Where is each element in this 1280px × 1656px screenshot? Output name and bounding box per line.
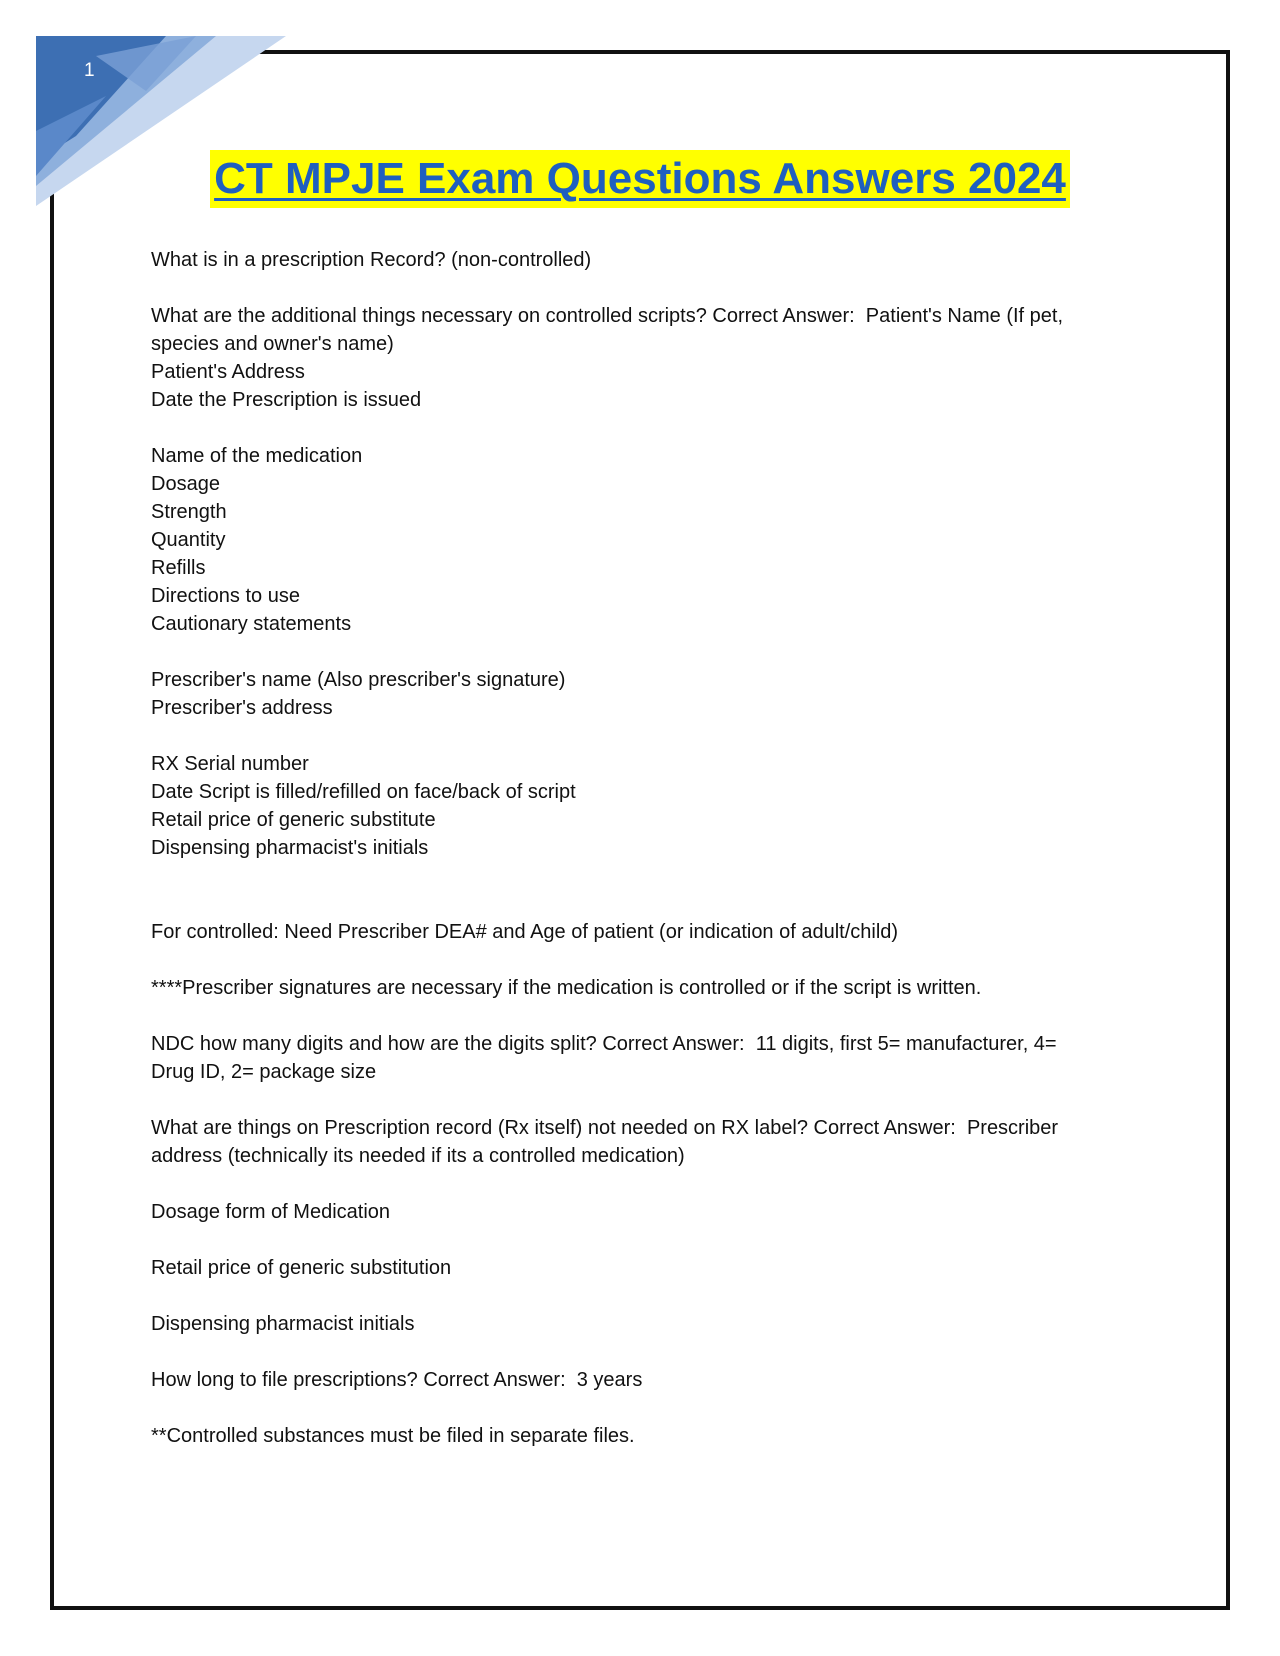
- question-ndc-line-1: NDC how many digits and how are the digits split? Correct Answer: 11 digits, first 5= manufacturer, 4=: [151, 1033, 1057, 1055]
- document-title: CT MPJE Exam Questions Answers 2024: [210, 150, 1070, 208]
- answer-date-issued: Date the Prescription is issued: [151, 389, 422, 411]
- list-item: Strength: [151, 501, 227, 523]
- list-item: Retail price of generic substitute: [151, 809, 436, 831]
- list-item: Directions to use: [151, 585, 300, 607]
- signature-note: ****Prescriber signatures are necessary if the medication is controlled or if the script is written.: [151, 977, 982, 999]
- list-item: Quantity: [151, 529, 226, 551]
- answer-dispensing-initials: Dispensing pharmacist initials: [151, 1313, 415, 1335]
- list-item: RX Serial number: [151, 753, 309, 775]
- list-item: Name of the medication: [151, 445, 363, 467]
- question-prescription-record: What is in a prescription Record? (non-controlled): [151, 249, 592, 271]
- question-controlled-scripts-line-1: What are the additional things necessary on controlled scripts? Correct Answer: Patient's Name (If pet,: [151, 305, 1064, 327]
- question-controlled-scripts-line-2: species and owner's name): [151, 333, 394, 355]
- list-item: Dispensing pharmacist's initials: [151, 837, 429, 859]
- controlled-files-note: **Controlled substances must be filed in separate files.: [151, 1425, 635, 1447]
- page-number: 1: [84, 60, 95, 81]
- controlled-note: For controlled: Need Prescriber DEA# and Age of patient (or indication of adult/child): [151, 921, 899, 943]
- list-item: Refills: [151, 557, 206, 579]
- answer-dosage-form: Dosage form of Medication: [151, 1201, 391, 1223]
- list-item: Dosage: [151, 473, 220, 495]
- list-item: Prescriber's name (Also prescriber's signature): [151, 669, 566, 691]
- answer-patient-address: Patient's Address: [151, 361, 305, 383]
- answer-retail-price-generic: Retail price of generic substitution: [151, 1257, 452, 1279]
- question-rx-record-line-1: What are things on Prescription record (Rx itself) not needed on RX label? Correct Answer: Prescriber: [151, 1117, 1059, 1139]
- list-item: Date Script is filled/refilled on face/back of script: [151, 781, 576, 803]
- list-item: Prescriber's address: [151, 697, 333, 719]
- document-body: [151, 246, 1121, 1450]
- list-item: Cautionary statements: [151, 613, 352, 635]
- question-rx-record-line-2: address (technically its needed if its a controlled medication): [151, 1145, 685, 1167]
- question-ndc-line-2: Drug ID, 2= package size: [151, 1061, 377, 1083]
- question-file-prescriptions: How long to file prescriptions? Correct Answer: 3 years: [151, 1369, 643, 1391]
